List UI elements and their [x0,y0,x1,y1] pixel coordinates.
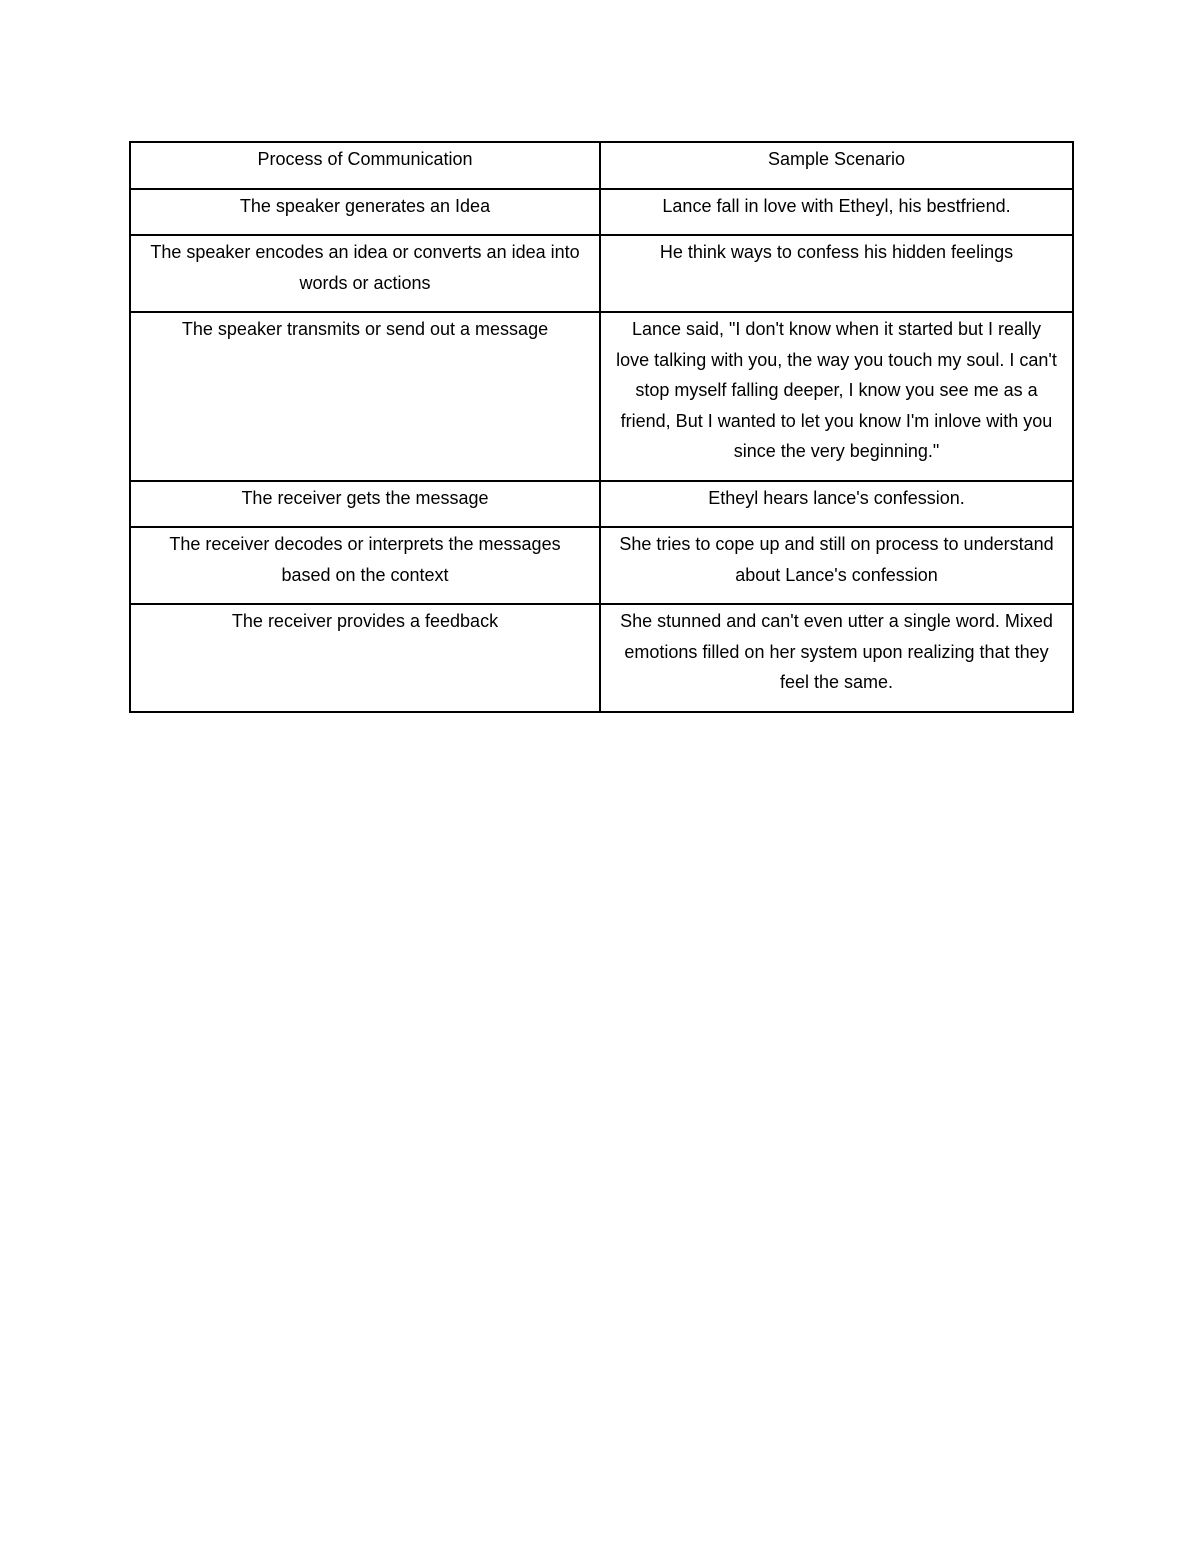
process-cell [130,527,600,604]
scenario-cell [600,604,1073,712]
scenario-text: Etheyl hears lance's confession. [708,487,965,508]
table-row [130,189,1073,236]
table-row [130,527,1073,604]
scenario-text: She stunned and can't even utter a single word. Mixed emotions filled on her system upon realizing that they feel the same. [620,611,1053,692]
table-header-row [130,142,1073,189]
process-text: The speaker encodes an idea or converts an idea into words or actions [150,242,580,293]
scenario-text: Lance said, "I don't know when it started but I really love talking with you, the way you touch my soul. I can't stop myself falling deeper, I know you see me as a friend, But I wanted to let you know I'm inlove with you since the very beginning." [616,319,1057,461]
process-text: The speaker generates an Idea [239,195,491,216]
process-cell [130,235,600,312]
table-row [130,312,1073,481]
header-process-text: Process of Communication [257,149,473,169]
header-scenario-text: Sample Scenario [767,149,906,169]
process-text: The receiver gets the message [241,487,489,508]
scenario-cell [600,481,1073,528]
scenario-text: She tries to cope up and still on process to understand about Lance's confession [619,534,1054,585]
scenario-cell [600,235,1073,312]
header-process [130,142,600,189]
process-cell [130,312,600,481]
scenario-text: Lance fall in love with Etheyl, his bestfriend. [662,195,1011,216]
scenario-cell [600,189,1073,236]
table-row [130,235,1073,312]
process-text: The speaker transmits or send out a message [181,319,549,339]
table-row [130,481,1073,528]
scenario-cell [600,527,1073,604]
scenario-cell [600,312,1073,481]
process-cell [130,189,600,236]
header-scenario [600,142,1073,189]
process-cell [130,604,600,712]
scenario-text: He think ways to confess his hidden feelings [659,242,1014,262]
process-text: The receiver decodes or interprets the messages based on the context [169,534,561,585]
table-row [130,604,1073,712]
process-text: The receiver provides a feedback [231,611,499,631]
communication-process-table [129,141,1074,713]
process-cell [130,481,600,528]
